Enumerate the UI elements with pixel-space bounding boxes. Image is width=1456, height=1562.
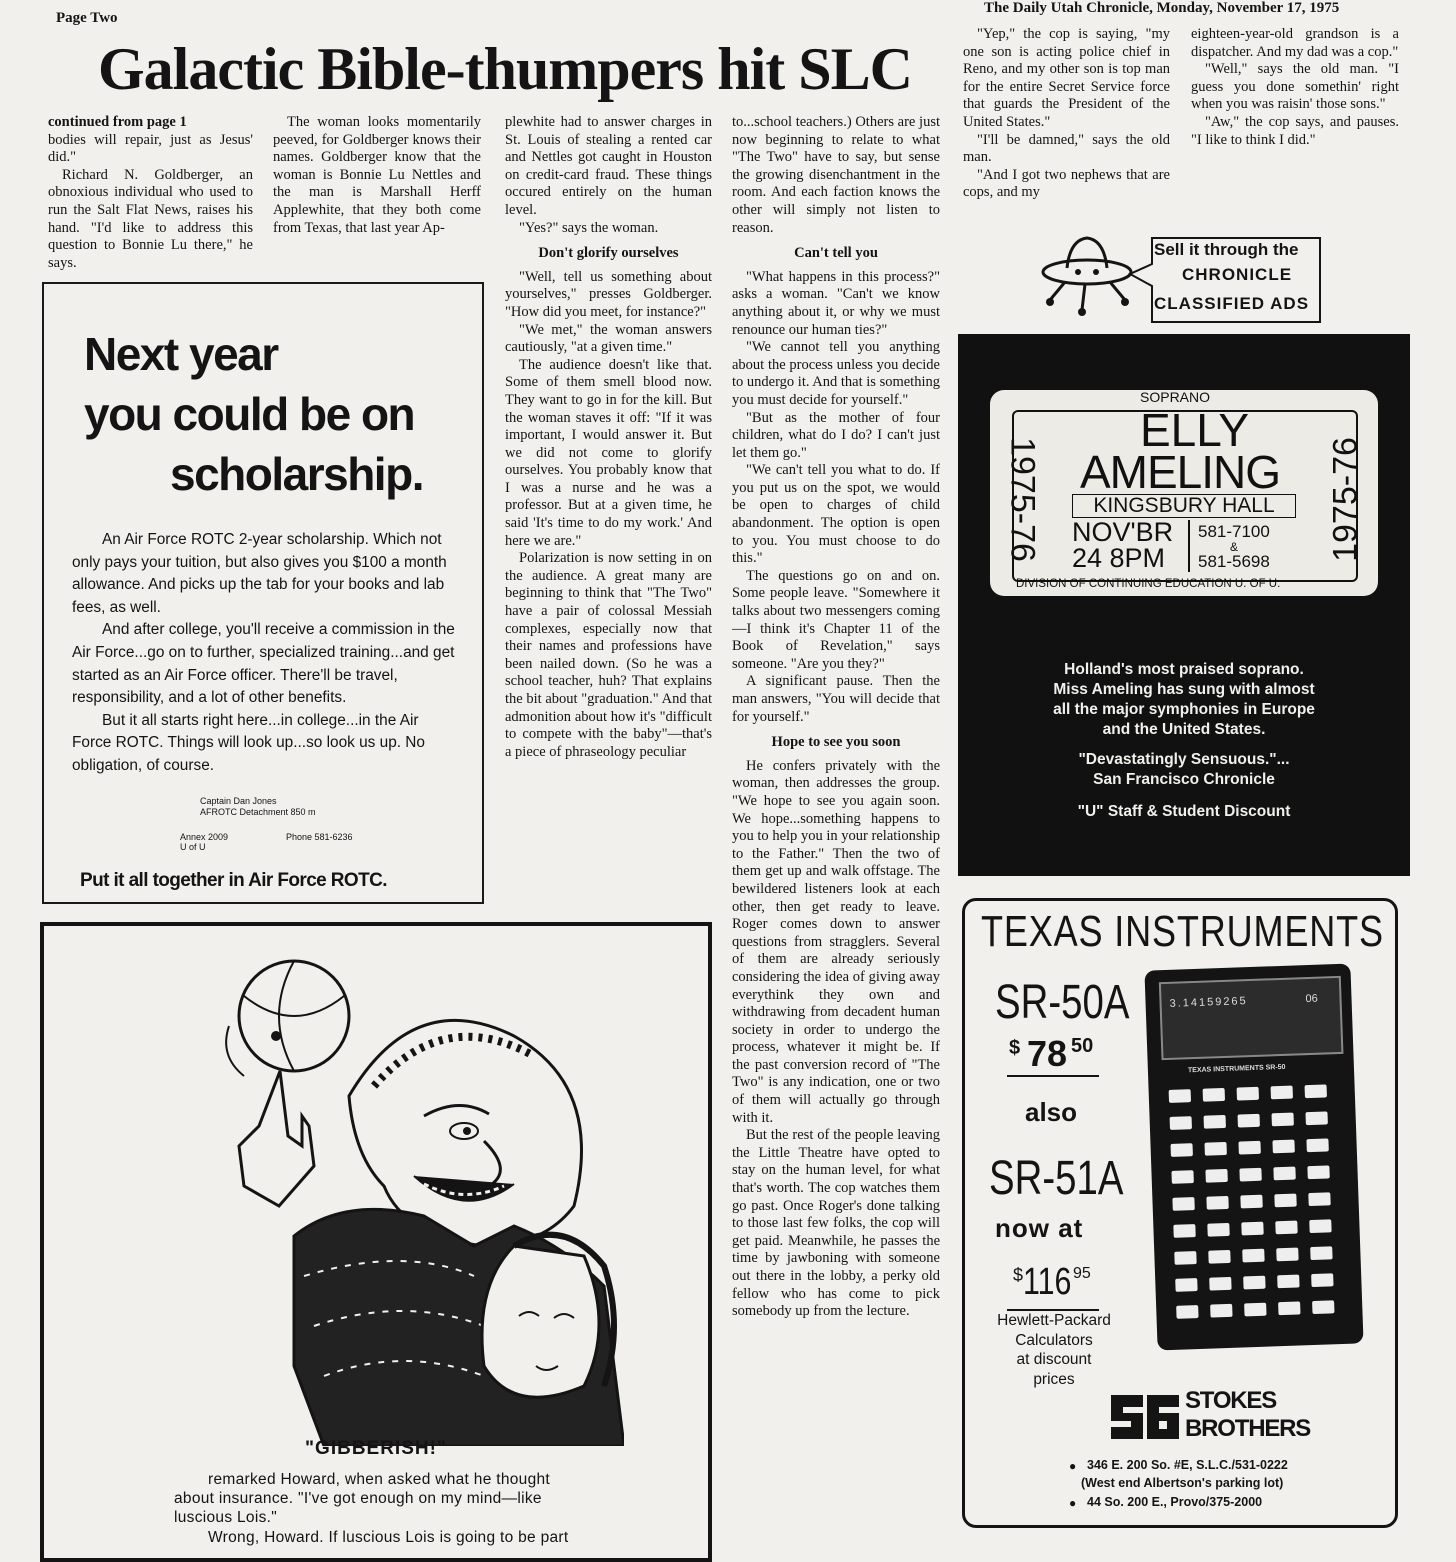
concert-description — [958, 660, 1410, 822]
paragraph: The audience doesn't like that. Some of them smell blood now. They want to go in for the kill. But the woman staves it off: "If it was important, I would answer it. But we did not come to glorify ourselves. You probably know that I was a nurse and he was a professor. But at a given time, he said 'It's time to do my work.' And here we are." — [505, 356, 712, 549]
ti-price-2-cents: 95 — [1073, 1265, 1091, 1282]
concert-desc-line: all the major symphonies in Europe — [1053, 701, 1315, 718]
calculator-key — [1203, 1088, 1225, 1102]
insurance-caption: "GIBBERISH!" — [305, 1438, 447, 1459]
paragraph: "And I got two nephews that are cops, and my — [963, 166, 1170, 201]
ti-price-2: 116 — [1023, 1261, 1072, 1303]
article-column-5 — [963, 26, 1170, 202]
calculator-key — [1311, 1273, 1333, 1287]
store-address-2: 44 So. 200 E., Provo/375-2000 — [1087, 1495, 1263, 1509]
calculator-key — [1271, 1113, 1293, 1127]
ti-brand: TEXAS INSTRUMENTS — [981, 907, 1384, 956]
calculator-key — [1242, 1249, 1264, 1263]
ti-ad — [962, 898, 1398, 1528]
calculator-key — [1241, 1222, 1263, 1236]
calculator-key — [1240, 1195, 1262, 1209]
paragraph: "Well, tell us something about yourselves," presses Goldberger. "How did you meet, for instance?" — [505, 268, 712, 320]
insurance-body-1: remarked Howard, when asked what he thought about insurance. "I've got enough on my mind—like luscious Lois." — [174, 1471, 551, 1526]
concert-date-2: 24 8PM — [1072, 543, 1166, 573]
concert-desc-line: Miss Ameling has sung with almost — [1053, 681, 1315, 698]
calculator-key — [1244, 1303, 1266, 1317]
calculator-key — [1271, 1086, 1293, 1100]
paragraph: "Yes?" says the woman. — [519, 219, 659, 236]
store-address-1-note: (West end Albertson's parking lot) — [1081, 1476, 1284, 1490]
ticket-graphic — [990, 390, 1378, 596]
concert-discount: "U" Staff & Student Discount — [1077, 803, 1291, 820]
calculator-key — [1173, 1224, 1195, 1238]
calculator-key — [1278, 1301, 1300, 1315]
rotc-headline-1: Next year — [84, 328, 278, 380]
bullet-icon: ● — [1069, 1459, 1077, 1473]
insurance-body-2: Wrong, Howard. If luscious Lois is going to be part — [208, 1529, 569, 1546]
paragraph: eighteen-year-old grandson is a dispatcher. And my dad was a cop." — [1191, 26, 1399, 60]
calculator-exponent: 06 — [1305, 992, 1318, 1006]
calculator-key — [1307, 1165, 1329, 1179]
subhead: Don't glorify ourselves — [538, 245, 679, 262]
calculator-key — [1208, 1250, 1230, 1264]
calculator-key — [1205, 1169, 1227, 1183]
concert-quote: "Devastatingly Sensuous."... — [1078, 751, 1290, 768]
calculator-brand: TEXAS INSTRUMENTS SR-50 — [1187, 1063, 1286, 1075]
ti-hp-line: Calculators — [1015, 1331, 1093, 1349]
store-name-1: STOKES — [1185, 1387, 1277, 1414]
classified-ads-promo — [1128, 234, 1328, 326]
ti-model-1: SR-50A — [995, 976, 1130, 1029]
calculator-key — [1238, 1114, 1260, 1128]
paragraph: The woman looks momentarily peeved, for Goldberger knows their names. Goldberger know that the woman is Bonnie Lu Nettles and the man is Marshall Herff Applewhite, that they both come from Texas, that last year Ap- — [273, 114, 481, 236]
paragraph: The questions go on and on. Some people leave. "Somewhere it talks about two messengers coming—I think it's Chapter 11 of the Book of Revelation," says someone. "Are you they?" — [732, 567, 940, 672]
ti-price-2-dollar: $ — [1013, 1265, 1024, 1285]
calculator-key — [1305, 1111, 1327, 1125]
insurance-ad — [40, 922, 712, 1562]
ti-price-1-dollar: $ — [1009, 1037, 1021, 1059]
rotc-contact-unit: AFROTC Detachment 850 m — [200, 807, 316, 817]
stokes-brothers-logo-icon — [1107, 1389, 1183, 1445]
concert-ad — [958, 334, 1410, 876]
rotc-contact-address: U of U — [180, 842, 206, 852]
ti-hp-line: at discount — [1016, 1351, 1092, 1368]
calculator-key — [1238, 1141, 1260, 1155]
calculator-key — [1207, 1223, 1229, 1237]
ti-hp-line: Hewlett-Packard — [997, 1312, 1111, 1329]
calculator-key — [1274, 1194, 1296, 1208]
calculator-key — [1170, 1116, 1192, 1130]
calculator-keypad — [1164, 1080, 1349, 1336]
calculator-key — [1169, 1089, 1191, 1103]
calculator-key — [1171, 1170, 1193, 1184]
paragraph: "We can't tell you what to do. If you put us on the spot, we would be open to charges of child abandonment. The option is open to you. You must choose to do this." — [732, 462, 940, 567]
paragraph: But the rest of the people leaving the Little Theatre have opted to stay on the human level, for what that's worth. The cop watches them go past. Once Roger's done talking to those last few folks, the cop will get paid. Meanwhile, he passes the time by jawboning with someone out there in the lobby, a perky old fellow who has come to pick somebody up from the lecture. — [732, 1127, 940, 1320]
calculator-key — [1237, 1087, 1259, 1101]
ti-also: also — [1025, 1097, 1078, 1127]
subhead: Can't tell you — [794, 245, 878, 262]
article-column-1 — [48, 114, 253, 272]
rotc-paragraph: But it all starts right here...in college...in the Air Force ROTC. Things will look up...so look us up. No obligation, of course. — [72, 711, 425, 774]
insurance-illustration — [184, 946, 624, 1446]
subhead: Hope to see you soon — [771, 734, 901, 751]
rotc-tagline: Put it all together in Air Force ROTC. — [80, 870, 387, 891]
paragraph: He confers privately with the woman, then addresses the group. "We hope to see you again soon. We hope...something happens to you to help you in your relationship to the Father." Then the two of them get up and walk offstage. The bewildered listeners look at each other, then get ready to leave. Roger comes down to answer questions from stragglers. Several of them are already seriously considering the idea of giving away everythink they own and withdrawing from decadent human society in order to undergo the process, whatever it might be. If the past conversion record of "The Two" is any indication, one or two of them will actually go through with it. — [732, 757, 940, 1126]
paragraph: "We met," the woman answers cautiously, "at a given time." — [505, 321, 712, 356]
calculator-key — [1176, 1305, 1198, 1319]
calculator-key — [1172, 1197, 1194, 1211]
concert-quote-source: San Francisco Chronicle — [1093, 771, 1275, 788]
article-column-2 — [273, 114, 481, 237]
calculator-illustration — [1144, 964, 1363, 1351]
calculator-key — [1310, 1246, 1332, 1260]
paragraph: plewhite had to answer charges in St. Louis of stealing a rented car and Nettles got caught in Houston on credit-card fraud. These things occured entirely on the human level. — [505, 114, 712, 218]
calculator-display: 3.14159265 — [1169, 995, 1248, 1010]
ti-price-1-cents: 50 — [1071, 1035, 1094, 1057]
calculator-key — [1276, 1248, 1298, 1262]
calculator-key — [1204, 1115, 1226, 1129]
ti-now-at: now at — [995, 1213, 1084, 1243]
classified-line-2: CHRONICLE — [1182, 265, 1293, 284]
calculator-key — [1308, 1192, 1330, 1206]
rotc-ad — [42, 282, 484, 904]
concert-phone-2: 581-5698 — [1198, 552, 1270, 571]
paragraph: "But as the mother of four children, what do I do? I can't just let them go." — [732, 409, 940, 461]
calculator-key — [1275, 1221, 1297, 1235]
concert-desc-line: and the United States. — [1102, 721, 1266, 738]
calculator-key — [1209, 1277, 1231, 1291]
concert-amp: & — [1230, 540, 1239, 554]
divider — [1188, 520, 1190, 572]
rotc-body — [72, 529, 458, 778]
store-address-1: 346 E. 200 So. #E, S.L.C./531-0222 — [1087, 1458, 1288, 1472]
concert-voice: SOPRANO — [1140, 389, 1211, 405]
paragraph: Richard N. Goldberger, an obnoxious individual who used to run the Salt Flat News, raises his hand. "I'd like to address this question to Bonnie Lu there," he says. — [48, 166, 253, 271]
calculator-display-panel — [1159, 976, 1344, 1060]
bullet-icon: ● — [1069, 1496, 1077, 1510]
rotc-contact-name: Captain Dan Jones — [200, 796, 277, 806]
concert-name-2: AMELING — [1080, 446, 1281, 498]
concert-date-1: NOV'BR — [1072, 517, 1174, 547]
article-column-3 — [505, 114, 712, 761]
headline: Galactic Bible-thumpers hit SLC — [98, 36, 913, 102]
article-column-6 — [1191, 26, 1399, 149]
paragraph: bodies will repair, just as Jesus' did." — [48, 131, 253, 166]
paragraph: to...school teachers.) Others are just now beginning to relate to what "The Two" have to say, but sense the growing disenchantment in the room. And each faction knows the other will simply not listen to reason. — [732, 114, 940, 236]
paragraph: A significant pause. Then the man answers, "You will decide that for yourself." — [732, 673, 940, 725]
season-right: 1975-76 — [1326, 437, 1365, 562]
classified-line-3: CLASSIFIED ADS — [1154, 294, 1310, 313]
divider — [1007, 1075, 1099, 1077]
continued-line: continued from page 1 — [48, 114, 187, 130]
paper-name-date: The Daily Utah Chronicle, Monday, November 17, 1975 — [984, 0, 1340, 16]
calculator-key — [1170, 1143, 1192, 1157]
concert-venue: KINGSBURY HALL — [1072, 494, 1296, 518]
calculator-key — [1206, 1196, 1228, 1210]
paragraph: "What happens in this process?" asks a woman. "Can't we know anything about it, or why we must renounce our human ties?" — [732, 268, 940, 338]
calculator-key — [1312, 1300, 1334, 1314]
calculator-key — [1306, 1138, 1328, 1152]
concert-name-1: ELLY — [1140, 404, 1250, 456]
calculator-key — [1243, 1276, 1265, 1290]
calculator-key — [1277, 1274, 1299, 1288]
calculator-key — [1272, 1140, 1294, 1154]
store-name-2: BROTHERS — [1185, 1415, 1311, 1442]
ti-price-1: 78 — [1027, 1033, 1068, 1074]
rotc-contact-address: Annex 2009 — [180, 832, 229, 842]
calculator-key — [1309, 1219, 1331, 1233]
ti-hp-note — [979, 1311, 1129, 1389]
calculator-key — [1204, 1142, 1226, 1156]
article-column-4 — [732, 114, 940, 1321]
rotc-headline-2: you could be on — [84, 388, 415, 440]
rotc-headline-3: scholarship. — [170, 448, 423, 500]
paragraph: "Well," says the old man. "I guess you done somethin' right when you was raisin' those sons." — [1191, 61, 1399, 113]
calculator-key — [1305, 1084, 1327, 1098]
calculator-key — [1273, 1167, 1295, 1181]
concert-division: DIVISION OF CONTINUING EDUCATION U. OF U. — [1016, 578, 1281, 590]
ti-model-2: SR-51A — [989, 1152, 1124, 1205]
classified-line-1: Sell it through the — [1154, 240, 1299, 259]
ti-hp-line: prices — [1033, 1370, 1075, 1388]
paragraph: "Yep," the cop is saying, "my one son is acting police chief in Reno, and my other son is top man for the entire Secret Service force that guards the President of the United States." — [963, 26, 1170, 130]
calculator-key — [1210, 1304, 1232, 1318]
rotc-paragraph: An Air Force ROTC 2-year scholarship. Which not only pays your tuition, but also gives you $100 a month allowance. And picks up the tab for your books and lab fees, as well. — [72, 531, 447, 616]
rotc-paragraph: And after college, you'll receive a commission in the Air Force...go on to further, specialized training...and get started as an Air Force officer. There'll be travel, responsibility, and a lot of other benefits. — [72, 621, 455, 707]
calculator-key — [1174, 1251, 1196, 1265]
paragraph: Polarization is now setting in on the audience. A great many are beginning to think that "The Two" have a pair of colossal Messiah complexes, especially now that their names and professions have been nailed down. (So he was a school teacher, huh? That explains the bit about "graduation." And that admonition about how it's "difficult to compete with the baby"—that's a piece of phraseology peculiar — [505, 550, 712, 760]
page-label: Page Two — [56, 10, 118, 26]
calculator-key — [1239, 1168, 1261, 1182]
concert-phone-1: 581-7100 — [1198, 522, 1270, 541]
paragraph: "Aw," the cop says, and pauses. "I like to think I did." — [1191, 113, 1399, 148]
season-left: 1975-76 — [1003, 437, 1042, 562]
paragraph: "We cannot tell you anything about the process unless you decide to undergo it. And that is something you must decide for yourself." — [732, 339, 940, 408]
paragraph: "I'll be damned," says the old man. — [963, 131, 1170, 166]
concert-desc-line: Holland's most praised soprano. — [1064, 661, 1304, 678]
rotc-contact-phone: Phone 581-6236 — [286, 832, 353, 842]
calculator-key — [1175, 1278, 1197, 1292]
